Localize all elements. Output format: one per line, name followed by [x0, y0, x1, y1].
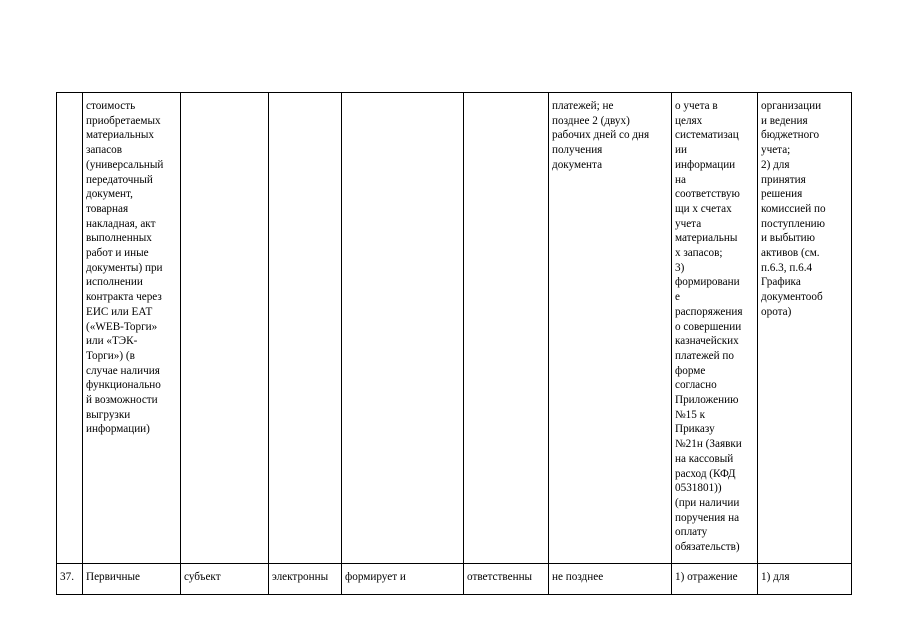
accounting-action-cell: о учета в целях систематизац ии информации на соответствую щи х счетах учета материальны х запасов; 3) формировани е распоряжения о совершении казначейских платежей по форме согласно Приложению №15 к Приказу №21н (Заявки на кассовый расход (КФД 0531801)) (при наличии поручения на оплату обязательств)	[672, 93, 758, 564]
purpose-cell: организации и ведения бюджетного учета; 2) для принятия решения комиссией по поступлению и выбытию активов (см. п.6.3, п.6.4 Графика документооб орота)	[758, 93, 852, 564]
row-number-cell: 37.	[57, 564, 83, 595]
document-table	[56, 92, 852, 595]
accounting-action-cell: 1) отражение	[672, 564, 758, 595]
creator-cell	[181, 93, 269, 564]
row-number-cell	[57, 93, 83, 564]
procedure-cell: формирует и	[342, 564, 464, 595]
procedure-cell	[342, 93, 464, 564]
deadline-cell: не позднее	[549, 564, 672, 595]
format-cell: электронны	[269, 564, 342, 595]
purpose-cell: 1) для	[758, 564, 852, 595]
table-row	[57, 564, 852, 595]
format-cell	[269, 93, 342, 564]
creator-cell: субъект	[181, 564, 269, 595]
document-name-cell: стоимость приобретаемых материальных запасов (универсальный передаточный документ, товарная накладная, акт выполненных работ и иные документы) при исполнении контракта через ЕИС или ЕАТ («WEB-Торги» или «ТЭК- Торги») (в случае наличия функционально й возможности выгрузки информации)	[83, 93, 181, 564]
deadline-cell: платежей; не позднее 2 (двух) рабочих дней со дня получения документа	[549, 93, 672, 564]
document-name-cell: Первичные	[83, 564, 181, 595]
responsible-cell: ответственны	[464, 564, 549, 595]
table-row	[57, 93, 852, 564]
responsible-cell	[464, 93, 549, 564]
